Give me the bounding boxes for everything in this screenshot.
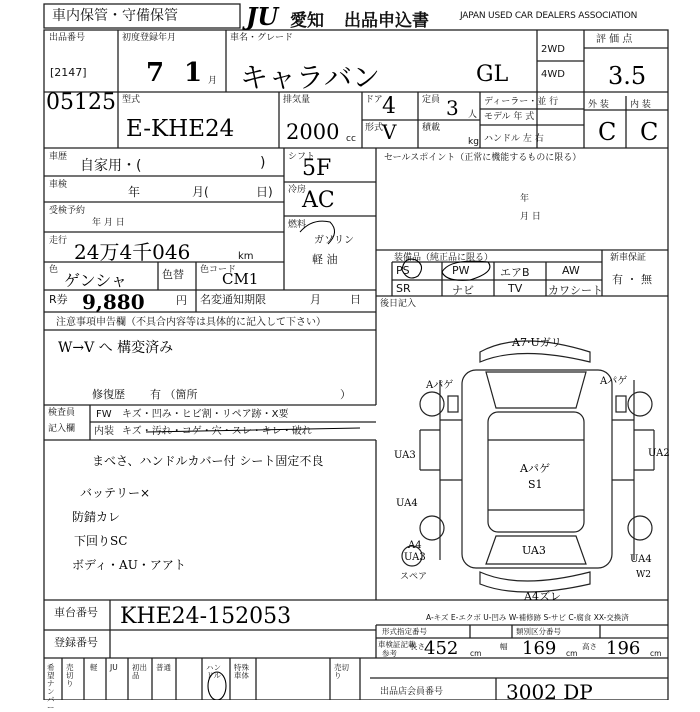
registration-number-label: 登録番号 [54,636,98,649]
length-value: 452 [424,638,459,659]
model-label: 型式 [122,95,141,105]
damage-note-right-front: Aパゲ [600,376,628,387]
interior-items: キズ・汚れ・コゲ・穴・スレ・キレ・破れ [122,426,312,437]
inspection-month-unit: 月( [192,185,209,199]
name-change-day: 日 [350,293,361,306]
org-english: JAPAN USED CAR DEALERS ASSOCIATION [460,11,638,21]
registration-label: 初度登録年月 [122,33,177,43]
inspector-entry-label: 記入欄 [48,424,76,434]
footer-handle: ハンドル [206,663,221,680]
equip-navi: ナビ [452,284,474,297]
kg-unit: kg [468,137,479,147]
month-unit: 月 [208,76,218,86]
grade-label: 評 価 点 [596,34,633,45]
load-label: 積載 [422,123,441,133]
damage-note-right-2: UA4 [630,554,652,565]
footer-normal: 普通 [156,663,171,672]
recycle-fee: 9,880 [82,290,145,314]
car-name: キャラバン [240,61,381,94]
dealer-label: ディーラー・並 行 [484,97,559,107]
inspector-label: 検査員 [48,408,76,418]
damage-note-left-4: UA3 [404,552,426,563]
member-number: 3002 DP [506,680,593,704]
repair-history-close: ） [340,388,351,401]
ju-logo: JU [246,2,279,31]
remark-2: バッテリー× [80,486,151,500]
chassis-label: 車台番号 [54,606,98,619]
equipment-label: 装備品（純正品に限る） [394,253,494,263]
person-unit: 人 [468,110,478,120]
damage-note-left-1: UA3 [394,450,416,461]
equip-airbag: エアB [500,266,530,279]
damage-note-center: Aパゲ [520,462,550,475]
fuel-gasoline: ガソリン [314,235,354,246]
sales-point-year: 年 [520,194,530,204]
mileage-value: 24万4千046 [74,240,191,264]
damage-note-rear-center: UA3 [522,544,546,557]
color-value: ゲンシャ [64,271,127,290]
width-value: 169 [522,638,557,659]
footer-sellout: 売切り [66,663,74,688]
damage-note-left-3: A4 [408,540,422,551]
schedule-label: 受検予約 [49,206,86,216]
interior-insp-label: 内装 [94,426,114,437]
registration-year: 7 [146,58,165,88]
shift-label: シフト [288,152,316,162]
type-number-label: 形式指定番号 [382,627,427,636]
recycle-label: R券 [49,293,68,306]
warranty-value: 有 ・ 無 [612,273,652,286]
damage-note-rear: A4ズレ [524,590,561,603]
colorcode-label: 色コード [200,265,237,275]
car-grade: GL [476,62,509,87]
org-name: 愛知 [290,11,324,31]
repaint-label: 色替 [162,268,184,281]
name-change-month: 月 [310,293,321,306]
lot-label: 出品番号 [49,33,86,43]
cc-unit: cc [346,134,356,144]
schedule-items: 年 月 日 [92,218,125,228]
remark-5: ボディ・AU・アアト [72,558,186,572]
equip-seat: カワシート [548,284,603,297]
remark-3: 防錆カレ [72,510,121,524]
form-title: 出品申込書 [344,11,429,31]
fuel-diesel: 軽 油 [312,253,338,266]
damage-note-right-3: W2 [636,570,651,580]
interior-grade: C [640,118,659,146]
remark-4: 下回りSC [74,534,128,548]
height-cm: cm [650,649,662,658]
color-label: 色 [49,265,59,275]
name-change-label: 名変通知期限 [200,293,266,306]
class-number-label: 類別区分番号 [516,627,561,636]
exterior-grade: C [598,118,617,146]
displacement-label: 排気量 [283,95,311,105]
history-value: 自家用・( [80,158,142,174]
history-label: 車歴 [49,152,68,162]
damage-legend: A-キズ E-エクボ U-凹み W-補修跡 S-サビ C-腐食 XX-交換済 [426,613,629,622]
equip-ps: PS [396,264,410,277]
fw-label: FW [96,409,112,420]
sales-point-label: セールスポイント（正常に機能するものに限る） [384,153,582,163]
chassis-number: KHE24-152053 [120,604,292,629]
footer-kei: 軽 [90,663,98,672]
damage-note-front: A7·Uガリ [512,336,562,349]
footer-ju: JU [110,663,118,672]
width-label: 幅 [500,642,508,651]
lot-small: [2147] [50,66,87,79]
door-label: ドア [365,95,383,105]
auction-grade: 3.5 [608,62,647,90]
inspection-year-unit: 年 [128,185,141,199]
equip-aw: AW [562,264,580,277]
yen-unit: 円 [176,294,187,307]
repair-history-label: 修復歴 [92,388,125,401]
footer-plate-wish: 希望ナンバー [47,663,55,712]
km-unit: km [238,251,254,262]
height-value: 196 [606,638,641,659]
drive-4wd: 4WD [541,69,565,80]
history-paren: ) [260,155,266,171]
fuel-label: 燃料 [288,220,307,230]
damage-note-left-front: Aパゲ [426,380,454,391]
equip-pw: PW [452,264,470,277]
length-cm: cm [470,649,482,658]
inspection-day-unit: 日) [256,185,273,199]
capacity-value: 3 [446,96,459,120]
fw-items: キズ・凹み・ヒビ割・リペア跡・X要 [122,409,289,420]
interior-label: 内 装 [630,100,651,110]
car-name-label: 車名・グレード [230,33,294,43]
model-code: E-KHE24 [126,116,235,142]
model-change-label: モデル 年 式 [484,112,535,122]
repair-history-value: 有 （箇所 [150,388,198,401]
shape-label: 形式 [365,123,384,133]
handle-label: ハンドル 左 右 [484,134,544,144]
damage-note-right-1: UA2 [648,448,670,459]
notes-label: 注意事項申告欄（不具合内容等は具体的に記入して下さい） [56,317,326,328]
drive-2wd: 2WD [541,44,565,55]
inspection-label: 車検 [49,180,68,190]
footer-special-body: 特殊車体 [234,663,249,680]
spare-tire-label: スペア [400,572,428,582]
ac-label: 冷房 [288,185,307,195]
lot-number: 05125 [46,90,116,115]
width-cm: cm [566,649,578,658]
footer-sellout-2: 売切り [334,663,349,680]
equip-tv: TV [508,282,523,295]
capacity-label: 定員 [422,95,441,105]
length-label: 長さ [410,642,425,651]
equip-sr: SR [396,282,411,295]
height-label: 高さ [582,642,597,651]
notes-line1: W→V へ 構変済み [58,340,174,356]
shift-value: 5F [302,156,332,181]
storage-type: 車内保管・守備保管 [52,8,178,24]
mileage-label: 走行 [49,236,68,246]
shape-value: V [382,120,397,144]
door-value: 4 [382,94,396,119]
ac-value: AC [302,188,335,213]
damage-note-center-2: S1 [528,478,543,491]
remark-1: まべさ、ハンドルカバー付 シート固定不良 [92,454,324,468]
warranty-label: 新車保証 [610,253,647,263]
displacement-value: 2000 [286,120,340,144]
exterior-label: 外 装 [588,100,609,110]
footer-first-listing: 初出品 [132,663,147,680]
colorcode-value: CM1 [222,270,259,288]
damage-note-left-2: UA4 [396,498,418,509]
registration-month: 1 [184,58,203,88]
after-entry-label: 後日記入 [380,299,417,309]
sales-point-date: 月 日 [520,212,541,222]
dims-label: 車検証記載 [378,640,416,649]
ref-label: 参考 [382,649,397,658]
member-number-label: 出品店会員番号 [380,687,444,697]
